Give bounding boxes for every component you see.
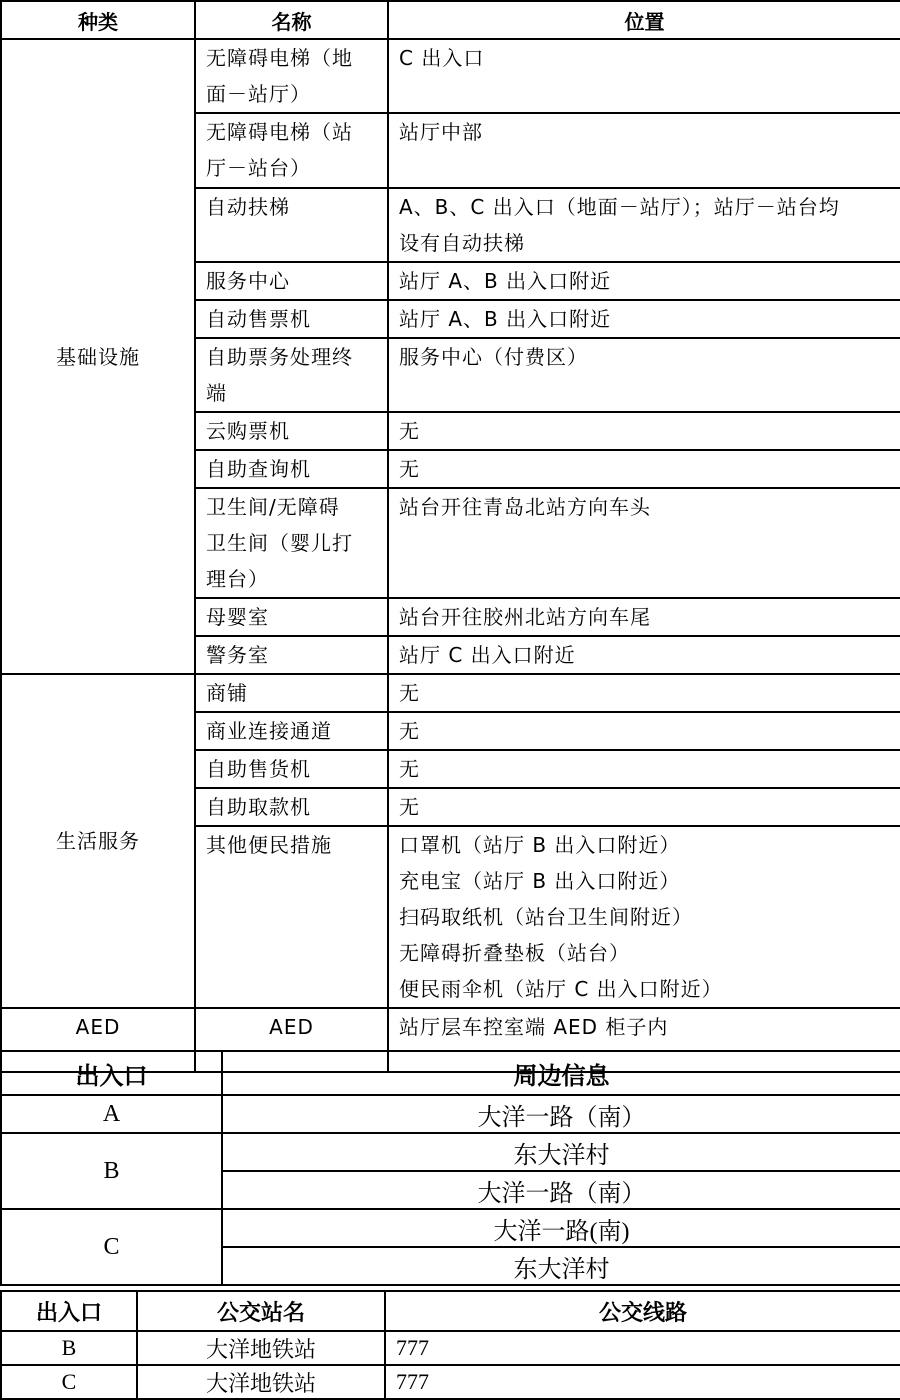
exit-cell: A [1,1095,222,1133]
facility-name: 无障碍电梯（地 面－站厅） [195,39,388,113]
facility-location: 无 [388,674,900,712]
surrounding-item: 大洋一路(南) [222,1209,900,1247]
facility-location: A、B、C 出入口（地面－站厅）；站厅－站台均 设有自动扶梯 [388,188,900,262]
facility-name: 母婴室 [195,598,388,636]
facility-name: 警务室 [195,636,388,674]
facility-location: 站厅 C 出入口附近 [388,636,900,674]
bus-lines-cell: 777 [385,1331,900,1365]
exit-cell: C [1,1209,222,1285]
facility-name: 卫生间/无障碍 卫生间（婴儿打 理台） [195,488,388,598]
category-aed: AED [1,1008,195,1072]
facility-name: AED [195,1008,388,1072]
facility-name: 商铺 [195,674,388,712]
header-name: 名称 [195,1,388,39]
facility-location: 站厅 A、B 出入口附近 [388,300,900,338]
facility-name: 自助查询机 [195,450,388,488]
facility-location: 站厅层车控室端 AED 柜子内 [388,1008,900,1072]
facility-name: 自动扶梯 [195,188,388,262]
facility-name: 商业连接通道 [195,712,388,750]
facility-location: 无 [388,450,900,488]
category-basic: 基础设施 [1,39,195,674]
surroundings-table [0,1050,900,1286]
header-location: 位置 [388,1,900,39]
facility-name: 自助售货机 [195,750,388,788]
header-exit: 出入口 [1,1291,137,1331]
exit-cell: C [1,1365,137,1399]
facility-name: 其他便民措施 [195,826,388,1008]
surrounding-item: 东大洋村 [222,1247,900,1285]
table-row [1,1331,900,1365]
facility-location: C 出入口 [388,39,900,113]
surrounding-item: 大洋一路（南） [222,1095,900,1133]
facility-location: 站厅 A、B 出入口附近 [388,262,900,300]
facility-location: 口罩机（站厅 B 出入口附近） 充电宝（站厅 B 出入口附近） 扫码取纸机（站台卫生间附近） 无障碍折叠垫板（站台） 便民雨伞机（站厅 C 出入口附近） [388,826,900,1008]
facility-location: 服务中心（付费区） [388,338,900,412]
surrounding-item: 东大洋村 [222,1133,900,1171]
bus-header-row [1,1291,900,1331]
facility-location: 无 [388,750,900,788]
table-row [1,1365,900,1399]
exit-cell: B [1,1133,222,1209]
facility-location: 无 [388,788,900,826]
header-bus-lines: 公交线路 [385,1291,900,1331]
category-life: 生活服务 [1,674,195,1008]
facility-name: 云购票机 [195,412,388,450]
table-row [1,1095,900,1133]
bus-stop-cell: 大洋地铁站 [137,1365,385,1399]
table-row [1,674,900,712]
facility-location: 无 [388,712,900,750]
table-row [1,1209,900,1247]
facility-name: 服务中心 [195,262,388,300]
exit-cell: B [1,1331,137,1365]
surrounding-item: 大洋一路（南） [222,1171,900,1209]
table-row [1,1133,900,1171]
bus-table [0,1290,900,1400]
facility-name: 自助取款机 [195,788,388,826]
bus-lines-cell: 777 [385,1365,900,1399]
header-category: 种类 [1,1,195,39]
bus-stop-cell: 大洋地铁站 [137,1331,385,1365]
facility-name: 无障碍电梯（站 厅－站台） [195,113,388,188]
header-exit: 出入口 [1,1051,222,1095]
facilities-header-row [1,1,900,39]
facility-location: 站台开往青岛北站方向车头 [388,488,900,598]
surroundings-header-row [1,1051,900,1095]
facility-name: 自助票务处理终 端 [195,338,388,412]
table-row [1,39,900,113]
facility-name: 自动售票机 [195,300,388,338]
facility-location: 站厅中部 [388,113,900,188]
header-bus-stop: 公交站名 [137,1291,385,1331]
header-surroundings: 周边信息 [222,1051,900,1095]
facility-location: 站台开往胶州北站方向车尾 [388,598,900,636]
facility-location: 无 [388,412,900,450]
